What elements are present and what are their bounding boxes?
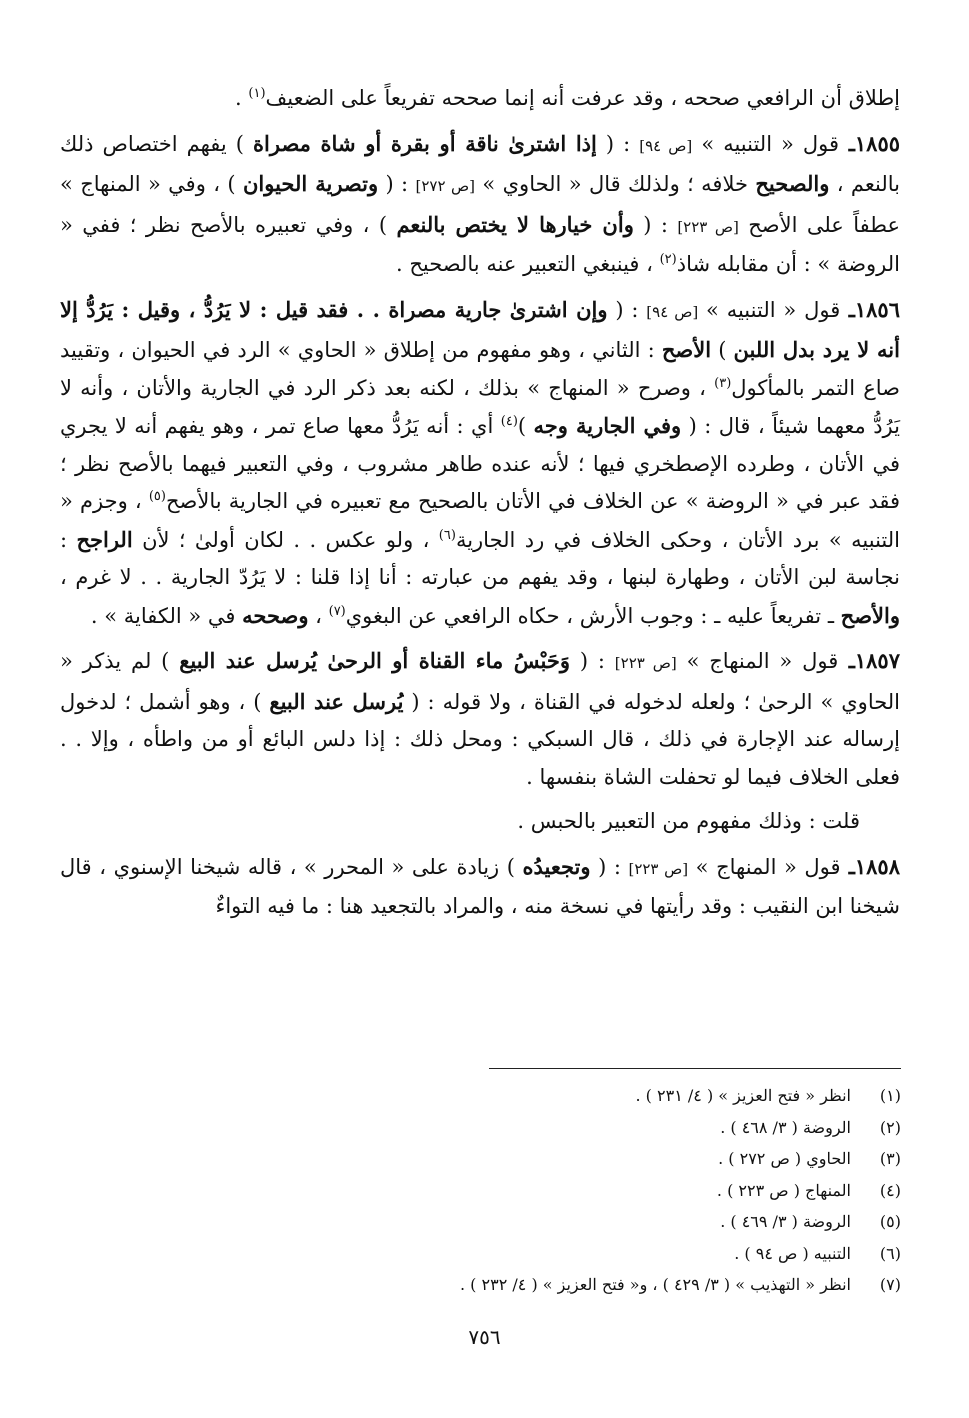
- text-run: : (: [633, 212, 678, 237]
- text-run: إطلاق أن الرافعي صححه ، وقد عرفت أنه إنما صححه تفريعاً على الضعيف: [265, 86, 900, 110]
- bold-text-run: ١٨٥٨ـ: [840, 853, 900, 879]
- footnote-6: [401, 1238, 901, 1270]
- footnote-number: (٢): [879, 1117, 901, 1137]
- text-run: : نجاسة لبن الأتان ، وطهارة لبنها ، وقد يفهم من عبارته : أنا إذا قلنا : لا يَرُدّ الجارية . . لا غرم ،: [60, 527, 900, 589]
- text-run: ) يفهم اختصاص ذلك بالنعم ،: [60, 131, 901, 196]
- page-reference: [ص ٢٢٣]: [628, 859, 689, 878]
- bold-text-run: ١٨٥٧ـ: [838, 648, 900, 673]
- text-run: قلت : وذلك مفهوم من التعبير بالحبس .: [517, 809, 860, 833]
- paragraph-1856: [60, 291, 900, 636]
- footnote-1: [401, 1080, 901, 1112]
- page-number: ٧٥٦: [468, 1325, 501, 1349]
- bold-text-run: والصحيح: [755, 171, 830, 196]
- text-run: ،: [308, 603, 329, 628]
- bold-text-run: وأن خيارها لا يختص بالنعم: [396, 211, 634, 237]
- bold-text-run: إذا اشترىٰ ناقة أو بقرة أو شاة مصراة: [253, 130, 597, 156]
- footnote-text: الحاوي ( ص ٢٧٢ ) .: [718, 1149, 851, 1168]
- bold-text-run: وَحَبْسُ ماء القناة أو الرحىٰ يُرسل عند البيع: [179, 648, 571, 673]
- footnote-marker: (٦): [438, 527, 456, 543]
- text-run: ) ، وفي « المنهاج » عطفاً على الأصح: [60, 172, 900, 237]
- bold-text-run: ١٨٥٥ـ: [839, 130, 901, 156]
- text-run: : (: [378, 172, 416, 196]
- text-run: خلافه ؛ ولذلك قال « الحاوي »: [475, 172, 756, 196]
- text-run: ): [711, 338, 734, 362]
- page-reference: [ص ٢٧٢]: [415, 177, 476, 195]
- footnote-5: [401, 1206, 901, 1238]
- text-run: في « الكفاية » .: [90, 603, 243, 628]
- footnote-number: (٣): [879, 1149, 901, 1168]
- page-body: [60, 80, 900, 933]
- page-reference: [ص ٩٤]: [639, 136, 693, 155]
- bold-text-run: وفي الجارية وجه: [533, 413, 682, 438]
- footnote-marker: (٢): [659, 252, 677, 267]
- text-run: ـ تفريعاً عليه ـ : وجوب الأرش ، حكاه الرافعي عن البغوي: [345, 603, 841, 628]
- bold-text-run: ١٨٥٦ـ: [840, 296, 900, 322]
- paragraph-qult: [60, 803, 900, 841]
- footnote-number: (٥): [879, 1212, 901, 1231]
- bold-text-run: والأصح: [840, 602, 900, 628]
- text-run: ) زيادة على « المحرر » ، قاله شيخنا الإسنوي ، قال شيخنا ابن النقيب : وقد رأيتها في نسخة منه ، والمراد بالتجعيد هنا : ما فيه التواءٌ: [60, 854, 900, 918]
- text-run: قول « المنهاج »: [676, 649, 839, 673]
- footnote-2: [401, 1112, 901, 1144]
- text-run: قول « التنبيه »: [698, 297, 841, 322]
- footnote-7: [401, 1269, 901, 1301]
- footnote-marker: (٣): [714, 375, 732, 391]
- text-run: : (: [607, 297, 647, 322]
- text-run: ): [517, 414, 534, 438]
- text-run: : الثاني ، وهو مفهوم من إطلاق « الحاوي » الرد في الحيوان ، وتقييد صاع التمر بالمأكول: [60, 338, 900, 400]
- page-reference: [ص ٩٤]: [646, 302, 699, 321]
- text-run: : (: [590, 854, 629, 879]
- footnote-text: انظر « فتح العزيز » ( ٤/ ٢٣١ ) .: [635, 1086, 851, 1105]
- footnote-number: (١): [879, 1086, 901, 1105]
- footnote-text: المنهاج ( ص ٢٢٣ ) .: [716, 1180, 851, 1200]
- footnote-4: [401, 1175, 901, 1207]
- footnote-text: انظر « التهذيب » ( ٣/ ٤٢٩ ) ، و« فتح العزيز » ( ٤/ ٢٣٢ ) .: [460, 1275, 851, 1294]
- text-run: قول « التنبيه »: [692, 131, 840, 156]
- bold-text-run: وصححه: [242, 602, 309, 628]
- footnote-divider: [489, 1068, 901, 1069]
- footnote-marker: (١): [248, 86, 266, 101]
- bold-text-run: وتجعيدُه: [522, 853, 591, 879]
- bold-text-run: الراجح: [76, 526, 133, 552]
- footnotes: [401, 1080, 901, 1301]
- page-reference: [ص ٢٢٣]: [677, 217, 739, 236]
- bold-text-run: يُرسل عند البيع: [269, 688, 404, 714]
- text-run: أي : أنه يَرُدُّ معها صاع تمر ، وهو يفهم أنه لا يجري في الأتان ، وطرده الإصطخري فيها ؛ لأنه عنده طاهر مشروب ، وفي التعبير فيهما بالأصح نظر ؛ فقد عبر في « الروضة » عن الخلاف في الأتان بالصحيح مع تعبيره في الجارية بالأصح: [60, 414, 900, 513]
- paragraph-1858: [60, 848, 900, 926]
- footnote-number: (٤): [879, 1180, 901, 1200]
- bold-text-run: وتصرية الحيوان: [242, 171, 379, 196]
- bold-text-run: الأصح: [661, 337, 712, 362]
- footnote-marker: (٥): [148, 489, 166, 504]
- footnote-number: (٧): [879, 1275, 901, 1294]
- paragraph-0: [60, 80, 900, 118]
- text-run: ، وجزم « التنبيه » برد الأتان ، وحكى الخلاف في رد الجارية: [60, 489, 900, 552]
- footnote-3: [401, 1143, 901, 1175]
- footnote-marker: (٧): [328, 603, 346, 619]
- text-run: : (: [596, 131, 640, 156]
- text-run: قول « المنهاج »: [688, 854, 841, 879]
- footnote-number: (٦): [879, 1243, 901, 1263]
- footnote-text: الروضة ( ٣/ ٤٦٩ ) .: [720, 1212, 851, 1231]
- text-run: ) ، وهو أشمل ؛ لدخول إرساله عند الإجارة في ذلك ، قال السبكي : ومحل ذلك : إذا دلس البائع أو من واطأه ، وإلا . . فعلى الخلاف فيما لو تحفلت الشاة بنفسها .: [60, 689, 900, 789]
- footnote-text: الروضة ( ٣/ ٤٦٨ ) .: [720, 1117, 851, 1137]
- footnote-marker: (٤): [500, 414, 518, 429]
- paragraph-1855: [60, 125, 900, 284]
- text-run: ، وصرح « المنهاج » بذلك ، لكنه بعد ذكر الرد في الجارية والأتان ، وأنه لا يَرُدُّ معهما شيئاً ، قال : (: [60, 375, 900, 438]
- text-run: ) لم يذكر « الحاوي » الرحىٰ ؛ ولعله لدخوله في القناة ، ولا قوله : (: [60, 649, 901, 714]
- text-run: ) ، وفي تعبيره بالأصح نظر ؛ ففي « الروضة » : أن مقابله شاذ: [60, 212, 900, 276]
- text-run: .: [235, 86, 249, 110]
- text-run: : (: [570, 649, 615, 673]
- page-reference: [ص ٢٢٣]: [614, 654, 677, 672]
- bold-text-run: وإن اشترىٰ جارية مصراة . . فقد قيل : لا يَرُدُّ ، وقيل : يَرُدُّ إلا أنه لا يرد بدل اللبن: [60, 296, 900, 362]
- paragraph-1857: [60, 642, 900, 796]
- text-run: ، ولو عكس . . لكان أولىٰ ؛ لأن: [132, 527, 439, 552]
- text-run: ، فينبغي التعبير عنه بالصحيح .: [396, 252, 660, 276]
- footnote-text: التنبيه ( ص ٩٤ ) .: [734, 1243, 851, 1263]
